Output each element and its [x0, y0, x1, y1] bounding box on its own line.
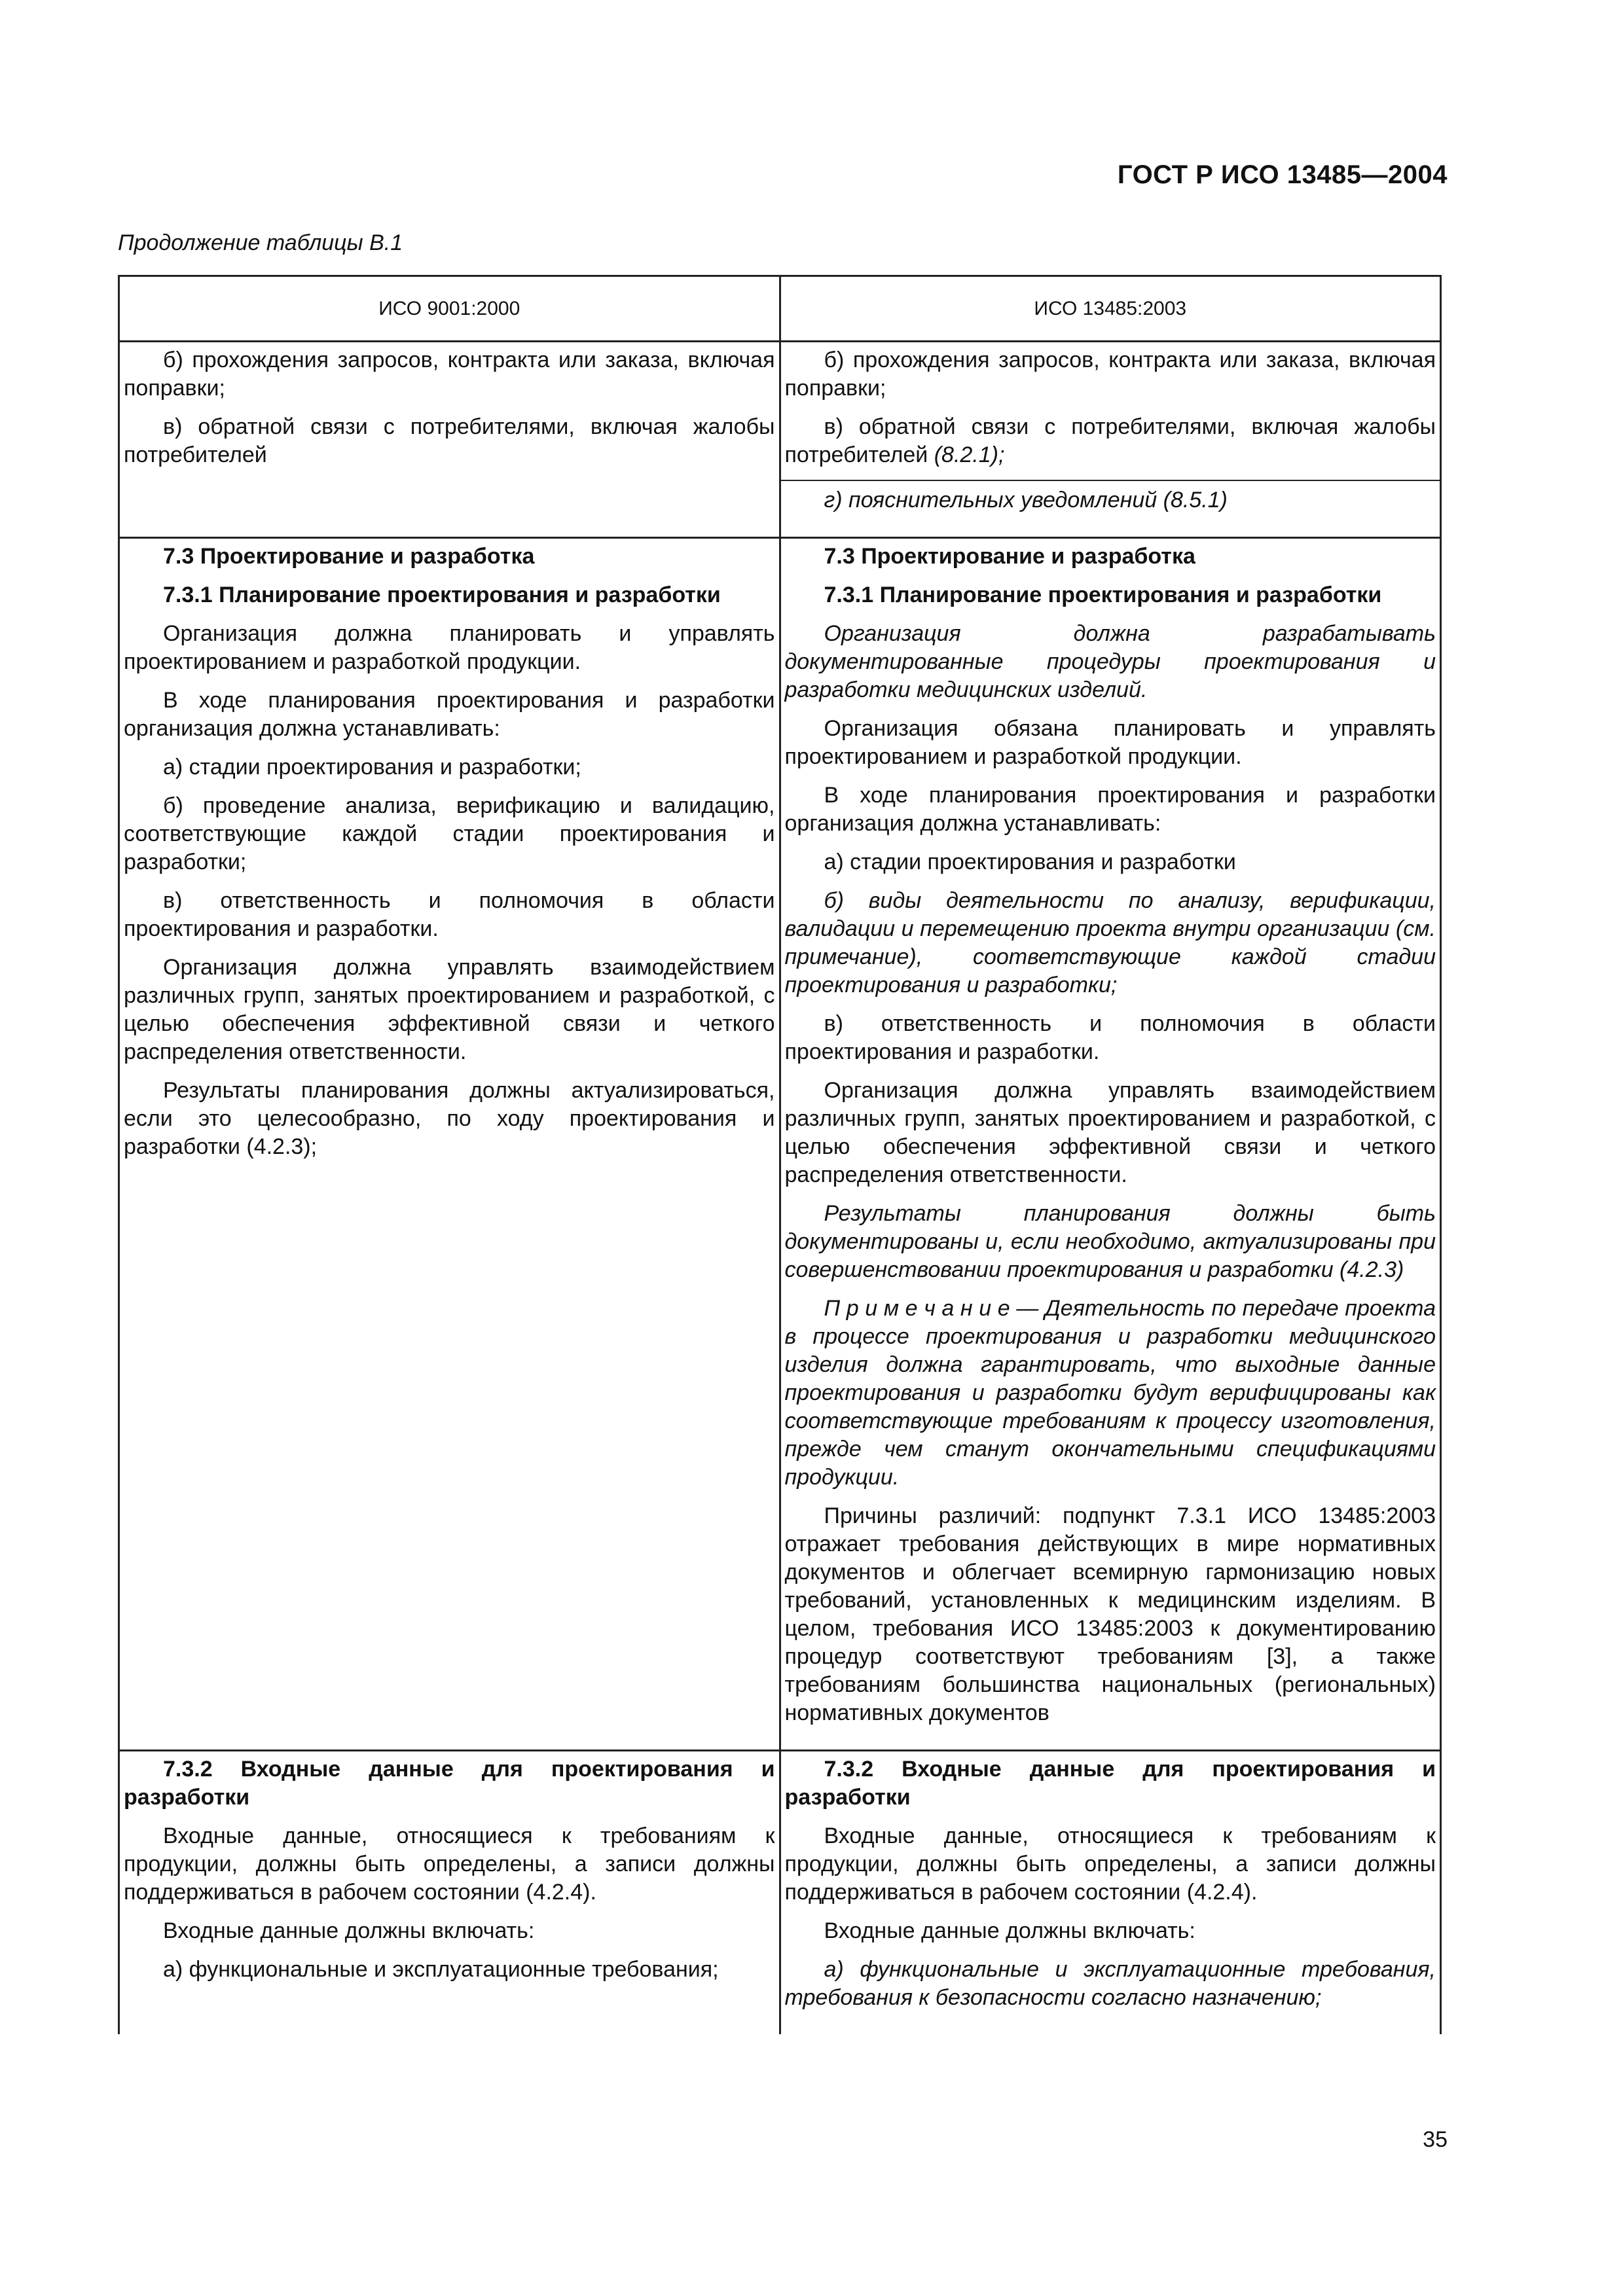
paragraph: Входные данные, относящиеся к требованиям к продукции, должны быть определены, а записи должны поддерживаться в рабочем состоянии (4.2.4). — [124, 1823, 775, 1905]
inner-divider — [781, 480, 1440, 481]
paragraph: б) прохождения запросов, контракта или заказа, включая поправки; — [124, 348, 775, 401]
right-column-cell — [779, 539, 1440, 1749]
table-caption: Продолжение таблицы В.1 — [118, 230, 403, 255]
paragraph: в) ответственность и полномочия в области проектирования и разработки. — [124, 888, 775, 941]
left-column-cell — [120, 1751, 779, 2034]
subsection-heading: 7.3.1 Планирование проектирования и разработки — [824, 583, 1382, 607]
paragraph: а) стадии проектирования и разработки — [824, 850, 1236, 874]
paragraph: Организация должна управлять взаимодействием различных групп, занятых проектированием и разработкой, с целью обеспечения эффективной связи и четкого распределения ответственности. — [124, 955, 775, 1064]
table-section-design-planning — [120, 537, 1440, 1749]
paragraph: а) стадии проектирования и разработки; — [163, 755, 581, 780]
paragraph: Причины различий: подпункт 7.3.1 ИСО 13485:2003 отражает требования действующих в мире нормативных документов и облегчает всемирную гармонизацию новых требований, установленных к медицинским изделиям. В целом, требования ИСО 13485:2003 к документированию процедур соответствуют требованиям [3], а также требованиям большинства национальных (региональных) нормативных документов — [784, 1503, 1436, 1725]
note-text: — Деятельность по передаче проекта в процессе проектирования и разработки медицинского изделия должна гарантировать, что выходные данные проектирования и разработки будут верифицированы как соответствующие требованиям к процессу изготовления, прежде чем станут окончательными спецификациями продукции. — [784, 1296, 1436, 1490]
paragraph: а) функциональные и эксплуатационные требования; — [163, 1957, 719, 1982]
table-section-communication — [120, 342, 1440, 537]
paragraph: б) проведение анализа, верификацию и валидацию, соответствующие каждой стадии проектирования и разработки; — [124, 793, 775, 874]
left-column-cell — [120, 342, 779, 537]
note-paragraph — [785, 1295, 1436, 1492]
right-column-cell — [779, 342, 1440, 537]
column-header-iso9001: ИСО 9001:2000 — [378, 297, 520, 319]
section-heading: 7.3 Проектирование и разработка — [824, 544, 1195, 569]
left-column-cell — [120, 539, 779, 1749]
subsection-heading: 7.3.1 Планирование проектирования и разработки — [163, 583, 721, 607]
paragraph: Входные данные должны включать: — [824, 1918, 1195, 1943]
note-label: П р и м е ч а н и е — [824, 1296, 1010, 1321]
section-heading: 7.3 Проектирование и разработка — [163, 544, 535, 569]
paragraph: Организация обязана планировать и управлять проектированием и разработкой продукции. — [784, 716, 1436, 769]
paragraph: б) прохождения запросов, контракта или заказа, включая поправки; — [784, 348, 1436, 401]
paragraph: б) виды деятельности по анализу, верификации, валидации и перемещению проекта внутри организации (см. примечание), соответствующие каждой стадии проектирования и разработки; — [784, 888, 1436, 997]
paragraph-reference: (8.2.1); — [934, 442, 1005, 467]
document-code: ГОСТ Р ИСО 13485—2004 — [1117, 160, 1448, 189]
paragraph: Организация должна планировать и управлять проектированием и разработкой продукции. — [124, 621, 775, 674]
paragraph: в) ответственность и полномочия в области проектирования и разработки. — [784, 1011, 1436, 1064]
column-header-iso13485: ИСО 13485:2003 — [779, 277, 1440, 340]
comparison-table — [118, 275, 1442, 2034]
paragraph — [785, 413, 1436, 469]
paragraph: Входные данные, относящиеся к требованиям к продукции, должны быть определены, а записи должны поддерживаться в рабочем состоянии (4.2.4). — [784, 1823, 1436, 1905]
subsection-heading: 7.3.2 Входные данные для проектирования и разработки — [124, 1757, 775, 1810]
paragraph: г) пояснительных уведомлений (8.5.1) — [824, 488, 1228, 512]
paragraph: Результаты планирования должны актуализироваться, если это целесообразно, по ходу проектирования и разработки (4.2.3); — [124, 1078, 775, 1159]
paragraph: В ходе планирования проектирования и разработки организация должна устанавливать: — [124, 688, 775, 741]
paragraph: Результаты планирования должны быть документированы и, если необходимо, актуализированы при совершенствовании проектирования и разработки (4.2.3) — [784, 1201, 1436, 1282]
paragraph-text: в) обратной связи с потребителями, включая жалобы потребителей — [784, 414, 1436, 467]
paragraph: Организация должна управлять взаимодействием различных групп, занятых проектированием и разработкой, с целью обеспечения эффективной связи и четкого распределения ответственности. — [784, 1078, 1436, 1187]
paragraph: а) функциональные и эксплуатационные требования, требования к безопасности согласно назначению; — [784, 1957, 1436, 2010]
page-number: 35 — [1423, 2127, 1448, 2152]
table-section-design-inputs — [120, 1749, 1440, 2034]
paragraph: в) обратной связи с потребителями, включая жалобы потребителей — [124, 414, 775, 467]
right-column-cell — [779, 1751, 1440, 2034]
paragraph: Организация должна разрабатывать документированные процедуры проектирования и разработки медицинских изделий. — [784, 621, 1436, 702]
paragraph: Входные данные должны включать: — [163, 1918, 535, 1943]
table-header-row — [120, 275, 1440, 342]
paragraph: В ходе планирования проектирования и разработки организация должна устанавливать: — [784, 783, 1436, 836]
subsection-heading: 7.3.2 Входные данные для проектирования и разработки — [784, 1757, 1436, 1810]
